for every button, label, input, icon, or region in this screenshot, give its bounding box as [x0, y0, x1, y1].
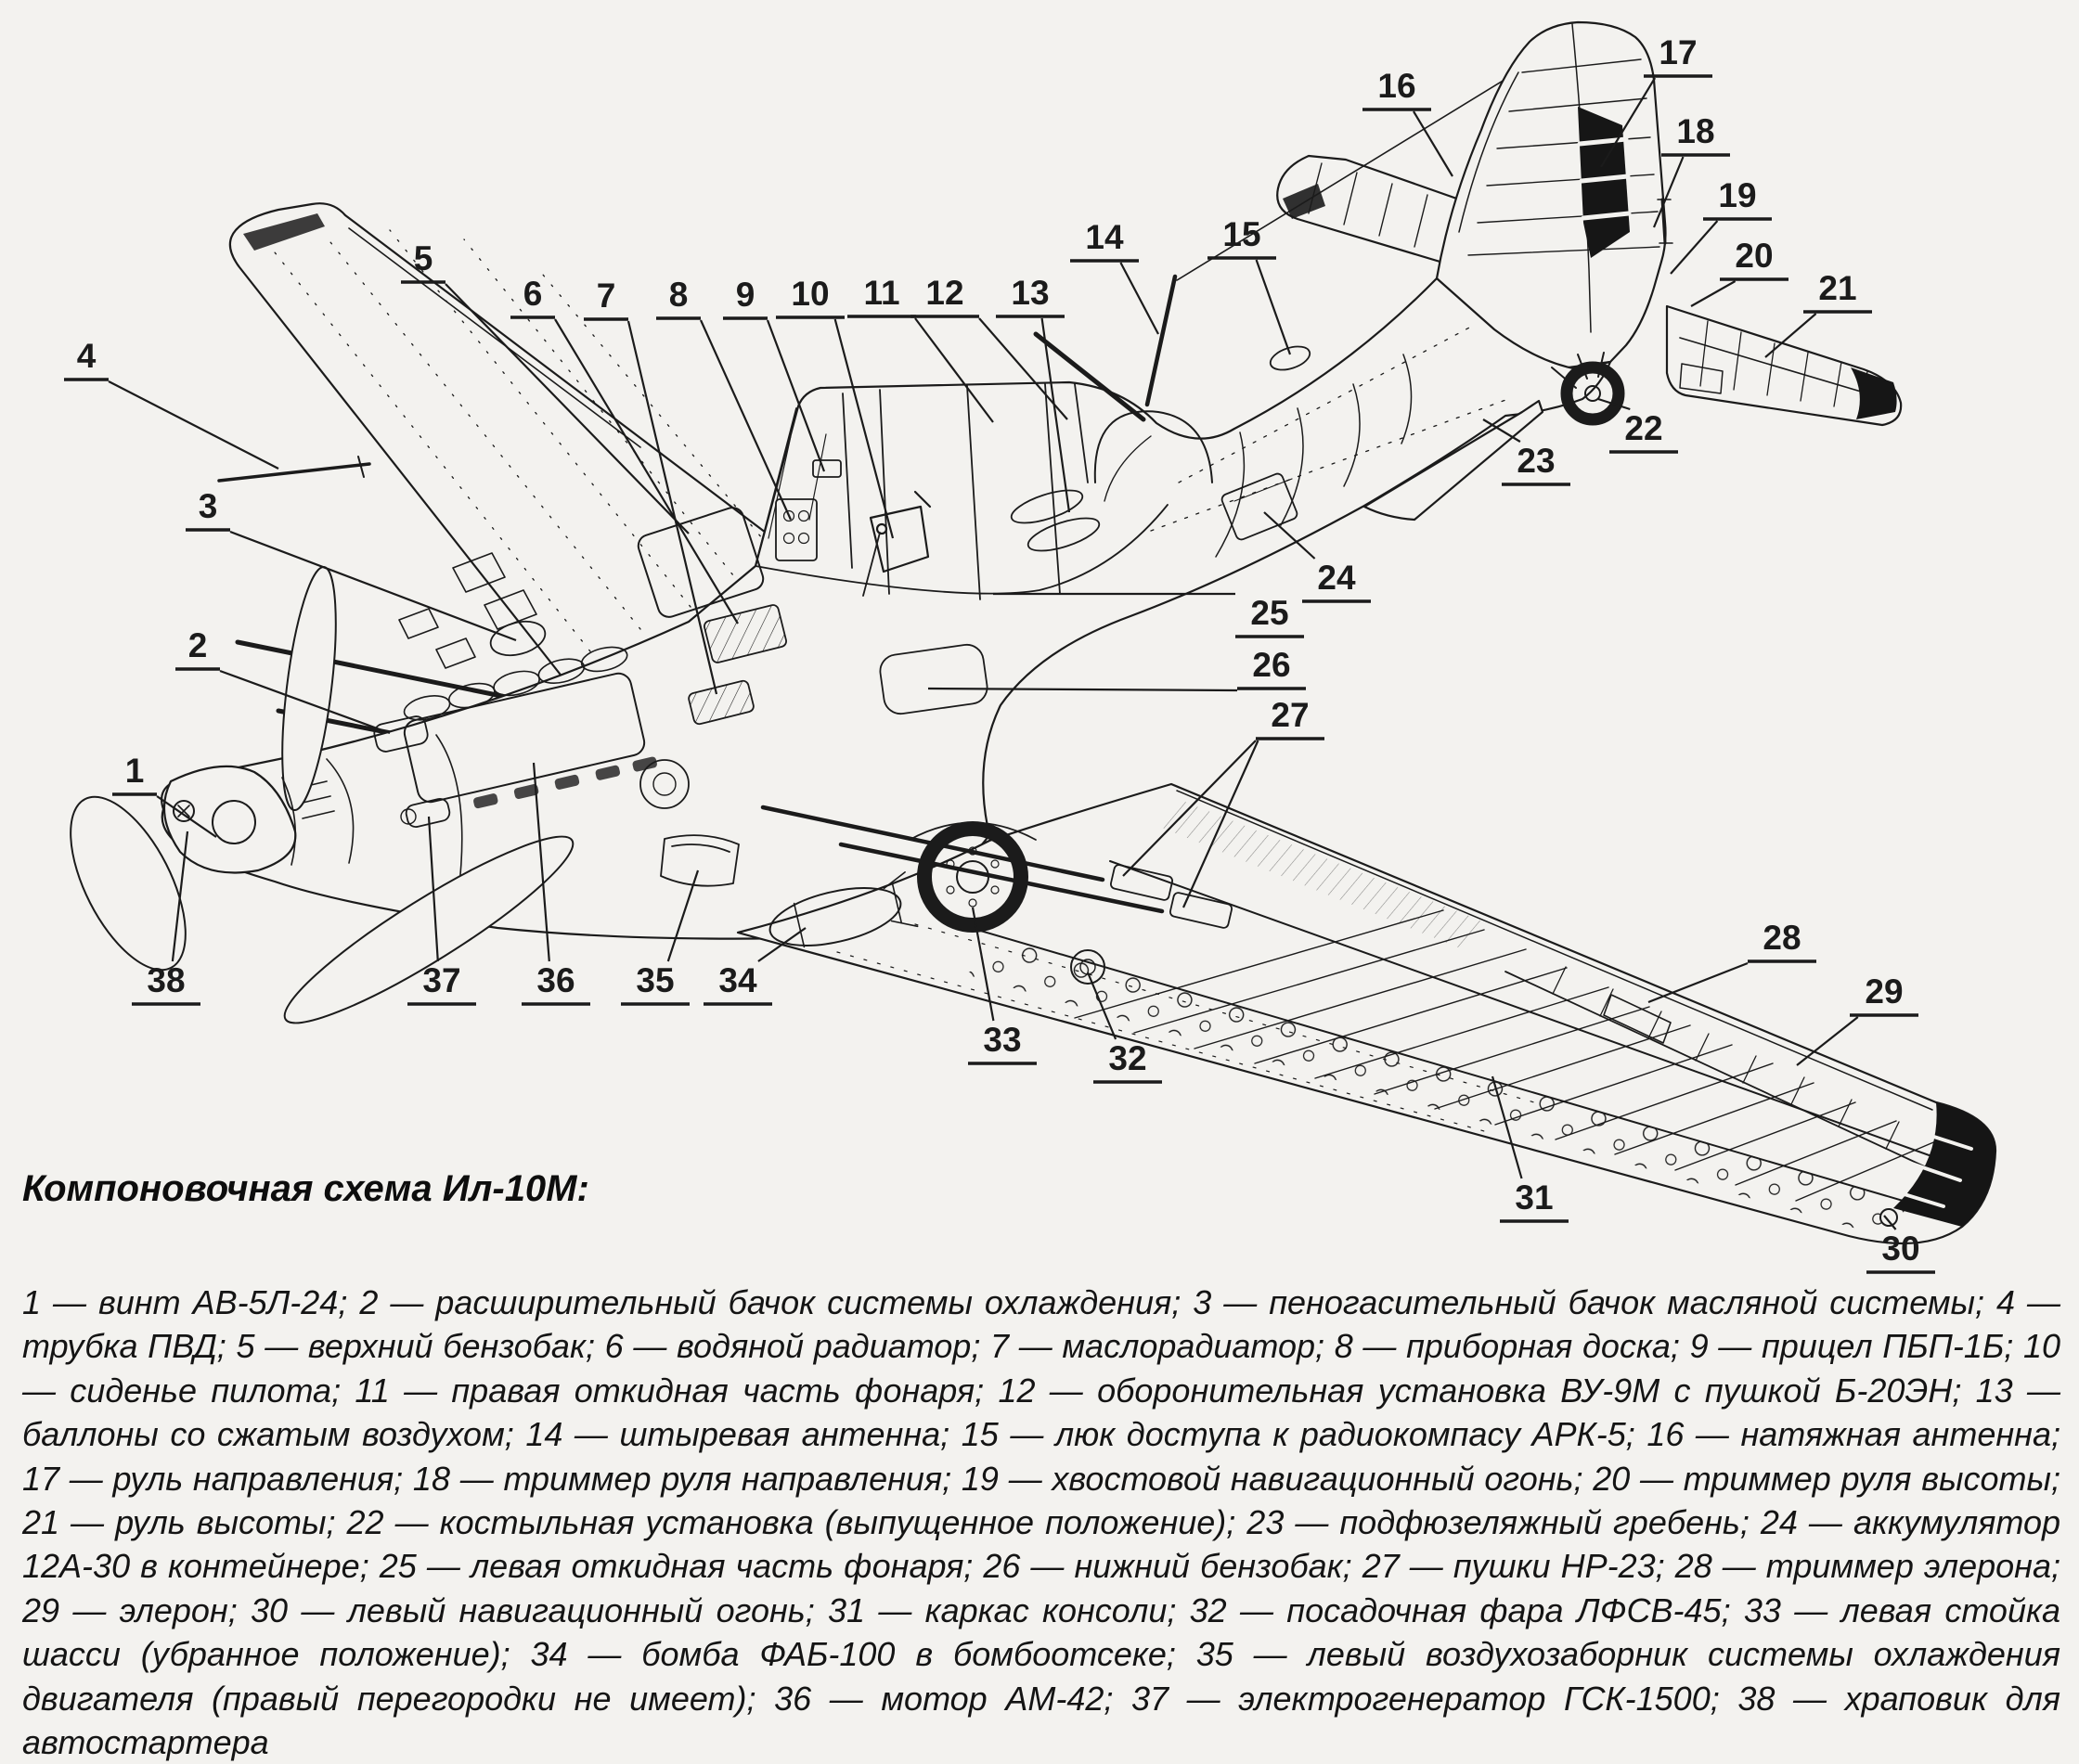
callout-number: 23 [1517, 442, 1556, 480]
callout-14 [1070, 218, 1158, 334]
callout-number: 35 [636, 961, 675, 999]
callout-number: 21 [1818, 269, 1857, 307]
diagram-title: Компоновочная схема Ил-10М: [22, 1168, 589, 1209]
callout-2 [175, 626, 390, 733]
antenna-mast [1147, 277, 1175, 405]
legend-text: 1 — винт АВ-5Л-24; 2 — расширительный бачок системы охлаждения; 3 — пеногасительный бачок масляной системы; 4 — трубка ПВД; 5 — верхний бензобак; 6 — водяной радиатор; 7 — маслорадиатор; 8 — приборная доска; 9 — прицел ПБП-1Б; 10 — сиденье пилота; 11 — правая откидная часть фонаря; 12 — оборонительная установка ВУ-9М с пушкой Б-20ЭН; 13 — баллоны со сжатым воздухом; 14 — штыревая антенна; 15 — люк доступа к радиокомпасу АРК-5; 16 — натяжная антенна; 17 — руль направления; 18 — триммер руля направления; 19 — хвостовой навигационный огонь; 20 — триммер руля высоты; 21 — руль высоты; 22 — костыльная установка (выпущенное положение); 23 — подфюзеляжный гребень; 24 — аккумулятор 12А-30 в контейнере; 25 — левая откидная часть фонаря; 26 — нижний бензобак; 27 — пушки НР-23; 28 — триммер элерона; 29 — элерон; 30 — левый навигационный огонь; 31 — каркас консоли; 32 — посадочная фара ЛФСВ-45; 33 — левая стойка шасси (убранное положение); 34 — бомба ФАБ-100 в бомбоотсеке; 35 — левый воздухозаборник системы охлаждения двигателя (правый перегородки не имеет); 36 — мотор АМ-42; 37 — электрогенератор ГСК-1500; 38 — храповик для автостартера [22, 1283, 2060, 1762]
callout-21 [1765, 269, 1872, 357]
callout-number: 30 [1881, 1230, 1920, 1268]
callout-number: 5 [413, 239, 433, 277]
callout-number: 34 [718, 961, 757, 999]
callout-number: 31 [1515, 1178, 1554, 1217]
radio-hatch [1268, 342, 1313, 375]
callout-number: 33 [983, 1021, 1022, 1059]
callout-number: 12 [925, 274, 964, 312]
callout-20 [1691, 237, 1788, 306]
callout-number: 3 [198, 487, 218, 525]
callout-number: 20 [1735, 237, 1774, 275]
callout-number: 17 [1659, 33, 1698, 71]
pitot-tube [219, 457, 369, 481]
callout-number: 26 [1252, 646, 1291, 684]
callout-15 [1207, 215, 1290, 354]
callout-number: 16 [1377, 67, 1416, 105]
callout-number: 8 [668, 276, 689, 314]
callout-number: 18 [1676, 112, 1715, 150]
callout-number: 36 [536, 961, 575, 999]
callout-number: 2 [187, 626, 208, 664]
callout-number: 7 [596, 277, 616, 315]
callout-28 [1648, 919, 1816, 1002]
callout-29 [1797, 972, 1918, 1065]
callout-number: 28 [1763, 919, 1801, 957]
callout-number: 13 [1011, 274, 1050, 312]
caption-block [22, 1165, 2060, 1764]
callout-number: 24 [1317, 559, 1356, 597]
callout-number: 9 [735, 276, 755, 314]
callout-number: 1 [124, 752, 145, 790]
callout-number: 29 [1865, 972, 1904, 1011]
callout-4 [64, 337, 278, 469]
right-tailplane [1667, 306, 1901, 425]
callout-number: 37 [422, 961, 461, 999]
callout-number: 19 [1718, 176, 1757, 214]
callout-number: 27 [1271, 696, 1310, 734]
callout-number: 38 [147, 961, 186, 999]
callout-number: 6 [523, 275, 543, 313]
callout-number: 14 [1085, 218, 1124, 256]
callout-number: 15 [1222, 215, 1261, 253]
callout-number: 25 [1250, 594, 1289, 632]
callout-number: 11 [863, 274, 900, 312]
callout-16 [1362, 67, 1453, 176]
callout-number: 4 [76, 337, 97, 375]
callout-number: 32 [1108, 1039, 1147, 1077]
callout-number: 10 [791, 275, 830, 313]
callout-number: 22 [1624, 409, 1663, 447]
